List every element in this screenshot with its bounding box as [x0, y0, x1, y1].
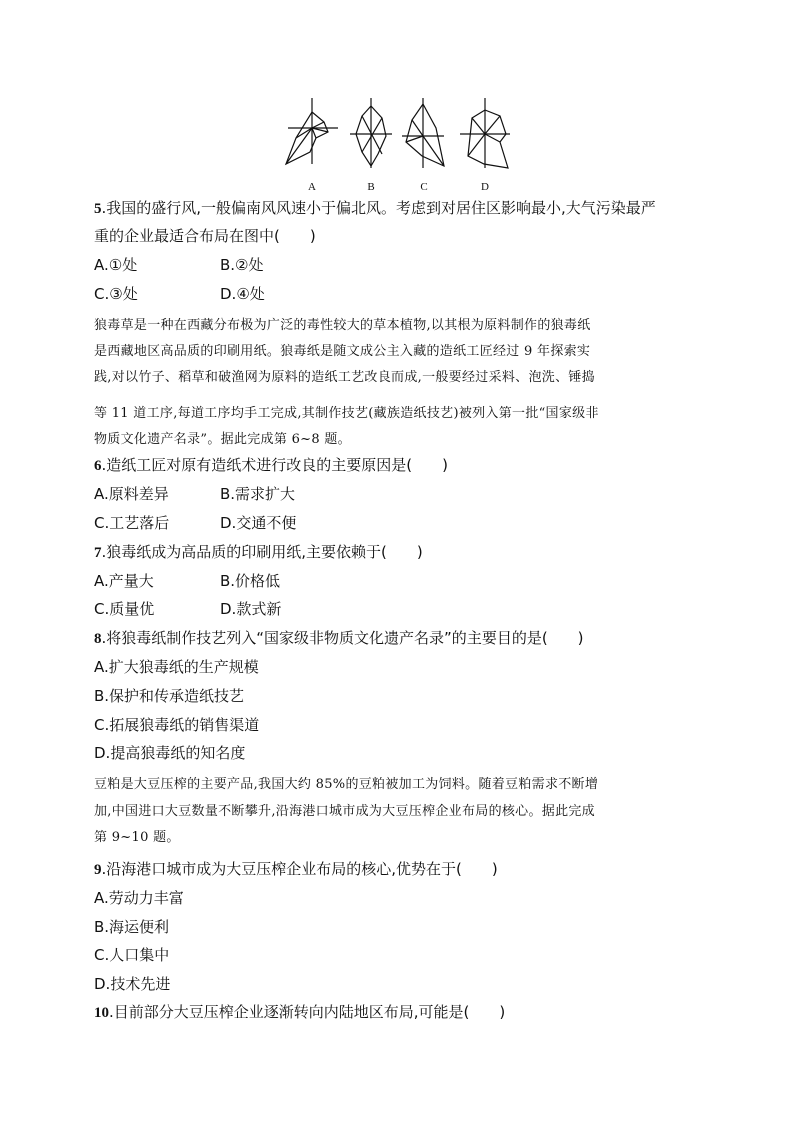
question-5-number: 5	[94, 201, 102, 217]
wind-rose-diagrams	[276, 94, 528, 184]
question-5-line1	[94, 198, 656, 219]
q7-option-c[interactable]: C.质量优	[94, 600, 155, 618]
q7-option-a[interactable]: A.产量大	[94, 572, 154, 590]
question-10-text: .目前部分大豆压榨企业逐渐转向内陆地区布局,可能是( )	[109, 1003, 506, 1021]
q6-option-b[interactable]: B.需求扩大	[220, 485, 296, 503]
q6-option-d[interactable]: D.交通不便	[220, 514, 297, 532]
material-2-line2: 加,中国进口大豆数量不断攀升,沿海港口城市成为大豆压榨企业布局的核心。据此完成	[94, 804, 595, 819]
question-8-text: .将狼毒纸制作技艺列入“国家级非物质文化遗产名录”的主要目的是( )	[101, 629, 584, 647]
q8-option-a[interactable]: A.扩大狼毒纸的生产规模	[94, 658, 259, 676]
question-5-text: .我国的盛行风,一般偏南风风速小于偏北风。考虑到对居住区影响最小,大气污染最严	[101, 199, 656, 217]
q5-option-a[interactable]: A.①处	[94, 256, 138, 274]
wind-rose-c	[402, 98, 444, 168]
q6-option-c[interactable]: C.工艺落后	[94, 514, 170, 532]
question-10	[94, 1002, 505, 1023]
material-1-line5: 物质文化遗产名录”。据此完成第 6~8 题。	[94, 432, 351, 447]
q9-option-d[interactable]: D.技术先进	[94, 975, 171, 993]
q9-option-a[interactable]: A.劳动力丰富	[94, 889, 184, 907]
figure-label-b: B	[367, 181, 375, 193]
material-2-line3: 第 9~10 题。	[94, 830, 180, 845]
material-1-line1: 狼毒草是一种在西藏分布极为广泛的毒性较大的草本植物,以其根为原料制作的狼毒纸	[94, 318, 591, 333]
question-10-number: 10	[94, 1005, 109, 1021]
figure-label-d: D	[481, 181, 489, 193]
material-1-line2: 是西藏地区高品质的印刷用纸。狼毒纸是随文成公主入藏的造纸工匠经过 9 年探索实	[94, 344, 591, 359]
figure-label-c: C	[420, 181, 428, 193]
question-6-number: 6	[94, 458, 102, 474]
q5-option-b[interactable]: B.②处	[220, 256, 264, 274]
q8-option-d[interactable]: D.提高狼毒纸的知名度	[94, 744, 246, 762]
q8-option-c[interactable]: C.拓展狼毒纸的销售渠道	[94, 716, 260, 734]
q5-option-c[interactable]: C.③处	[94, 285, 138, 303]
question-9-text: .沿海港口城市成为大豆压榨企业布局的核心,优势在于( )	[101, 860, 498, 878]
question-9	[94, 859, 498, 880]
q9-option-b[interactable]: B.海运便利	[94, 918, 170, 936]
question-6-text: .造纸工匠对原有造纸术进行改良的主要原因是( )	[101, 456, 448, 474]
question-9-number: 9	[94, 862, 102, 878]
wind-rose-figure	[276, 94, 528, 194]
question-8	[94, 628, 584, 649]
figure-label-a: A	[308, 181, 316, 193]
material-1-line3: 践,对以竹子、稻草和破渔网为原料的造纸工艺改良而成,一般要经过采料、泡洗、锤捣	[94, 370, 595, 385]
q8-option-b[interactable]: B.保护和传承造纸技艺	[94, 687, 245, 705]
q5-option-d[interactable]: D.④处	[220, 285, 265, 303]
q9-option-c[interactable]: C.人口集中	[94, 946, 170, 964]
wind-rose-a	[286, 98, 338, 164]
question-7	[94, 542, 423, 563]
question-5-line2: 重的企业最适合布局在图中( )	[94, 227, 316, 245]
q6-option-a[interactable]: A.原料差异	[94, 485, 169, 503]
question-7-text: .狼毒纸成为高品质的印刷用纸,主要依赖于( )	[101, 543, 423, 561]
material-2-line1: 豆粕是大豆压榨的主要产品,我国大约 85%的豆粕被加工为饲料。随着豆粕需求不断增	[94, 777, 599, 792]
wind-rose-d	[460, 98, 510, 168]
q7-option-b[interactable]: B.价格低	[220, 572, 281, 590]
question-6	[94, 455, 448, 476]
question-8-number: 8	[94, 631, 102, 647]
material-1-line4: 等 11 道工序,每道工序均手工完成,其制作技艺(藏族造纸技艺)被列入第一批“国家级非	[94, 406, 599, 421]
question-7-number: 7	[94, 545, 102, 561]
q7-option-d[interactable]: D.款式新	[220, 600, 282, 618]
wind-rose-b	[350, 98, 392, 168]
